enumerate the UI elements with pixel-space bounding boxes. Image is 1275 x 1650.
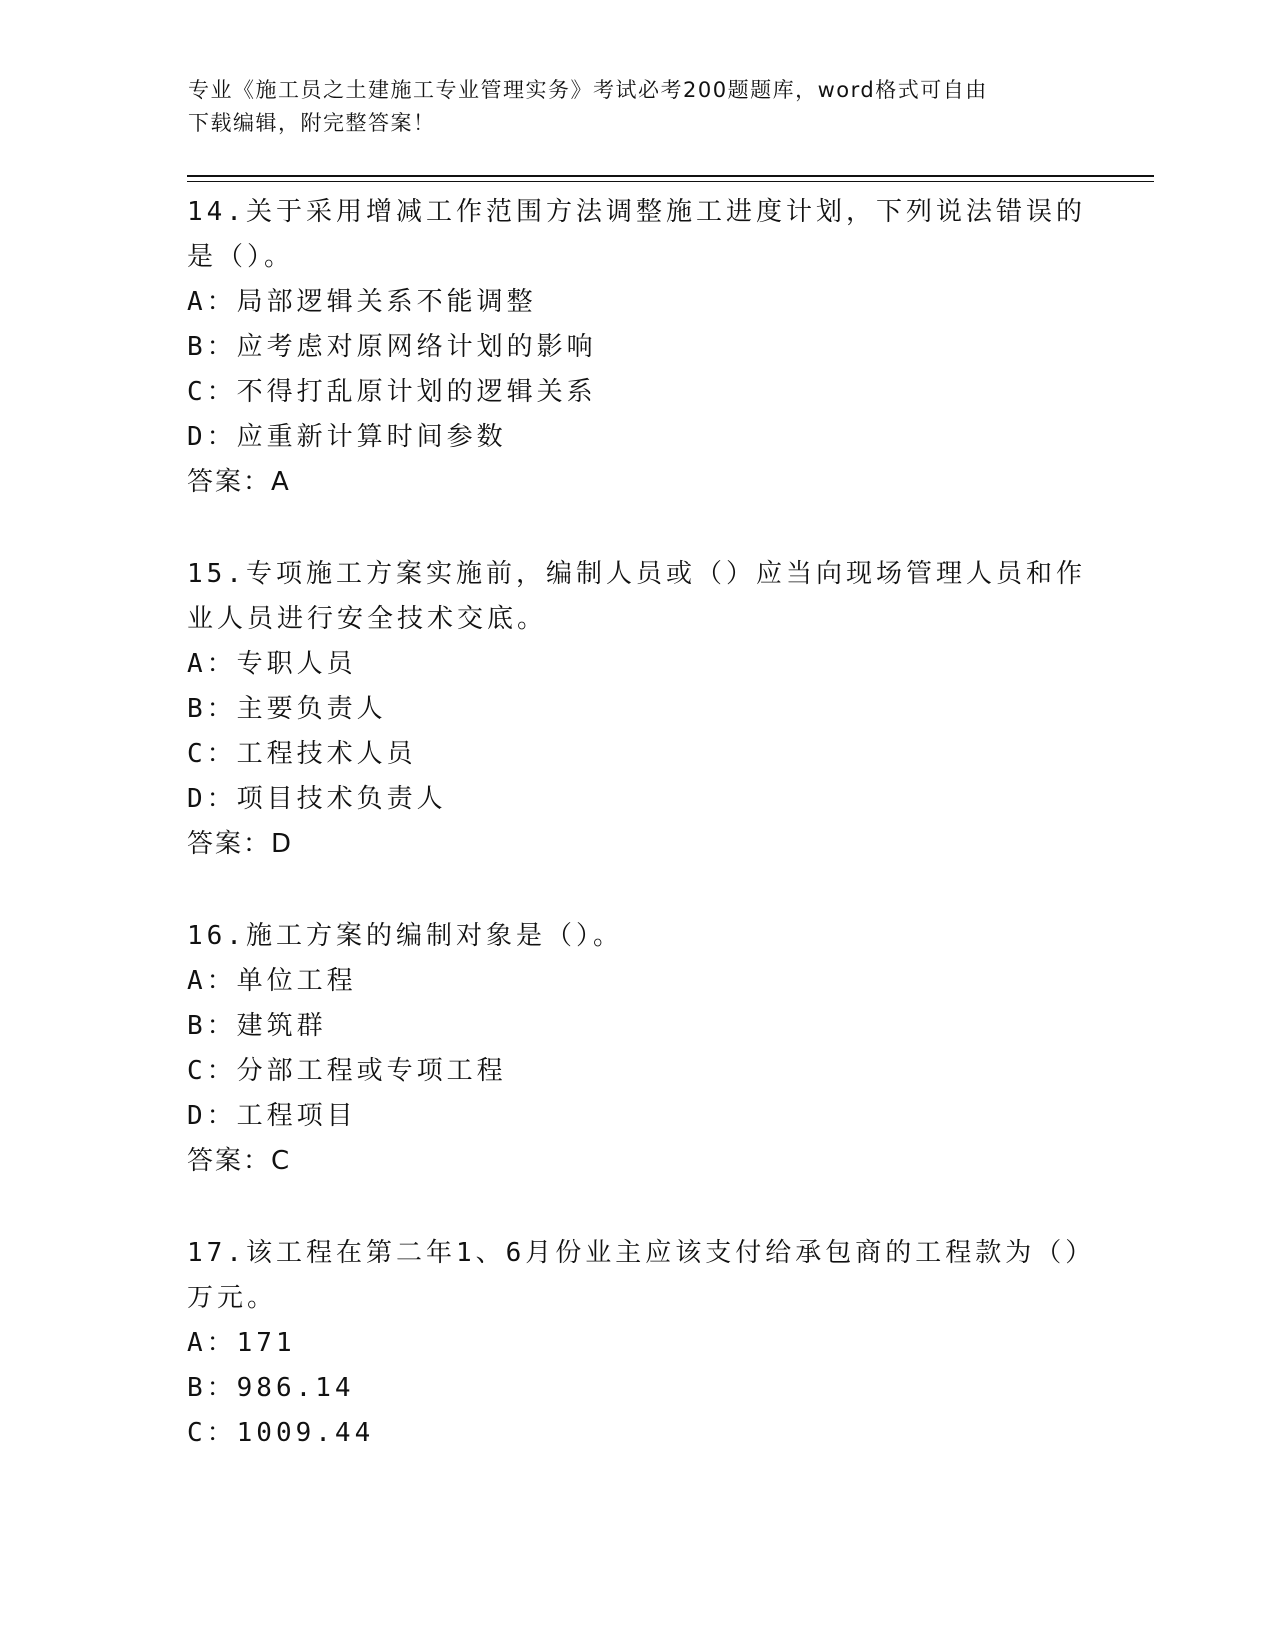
header-divider-thick [187,175,1154,177]
question-14 [187,190,1087,505]
question-stem: 16.施工方案的编制对象是（）。 [187,921,623,951]
option-d: D：项目技术负责人 [187,784,447,814]
question-16 [187,914,1087,1184]
header-line-2: 下载编辑，附完整答案！ [188,111,436,135]
option-d: D：应重新计算时间参数 [187,422,507,452]
document-header [188,74,1068,140]
answer-line: 答案：D [187,829,294,859]
option-a: A：专职人员 [187,649,357,679]
option-d: D：工程项目 [187,1101,357,1131]
option-c: C：1009.44 [187,1418,375,1448]
option-a: A：171 [187,1328,296,1358]
question-15 [187,552,1087,867]
header-divider-thin [187,181,1154,182]
question-stem: 14.关于采用增减工作范围方法调整施工进度计划，下列说法错误的是（）。 [187,197,1086,272]
question-stem: 17.该工程在第二年1、6月份业主应该支付给承包商的工程款为（）万元。 [187,1238,1083,1313]
option-b: B：主要负责人 [187,694,387,724]
question-stem: 15.专项施工方案实施前，编制人员或（）应当向现场管理人员和作业人员进行安全技术交底。 [187,559,1086,634]
option-c: C：分部工程或专项工程 [187,1056,507,1086]
option-b: B：建筑群 [187,1011,327,1041]
question-list [187,190,1087,1503]
option-b: B：应考虑对原网络计划的影响 [187,332,597,362]
option-c: C：工程技术人员 [187,739,417,769]
answer-line: 答案：A [187,467,291,497]
option-a: A：单位工程 [187,966,357,996]
option-a: A：局部逻辑关系不能调整 [187,287,537,317]
answer-line: 答案：C [187,1146,292,1176]
option-c: C：不得打乱原计划的逻辑关系 [187,377,597,407]
question-17 [187,1231,1087,1456]
option-b: B：986.14 [187,1373,355,1403]
header-line-1: 专业《施工员之土建施工专业管理实务》考试必考200题题库，word格式可自由 [188,78,988,102]
